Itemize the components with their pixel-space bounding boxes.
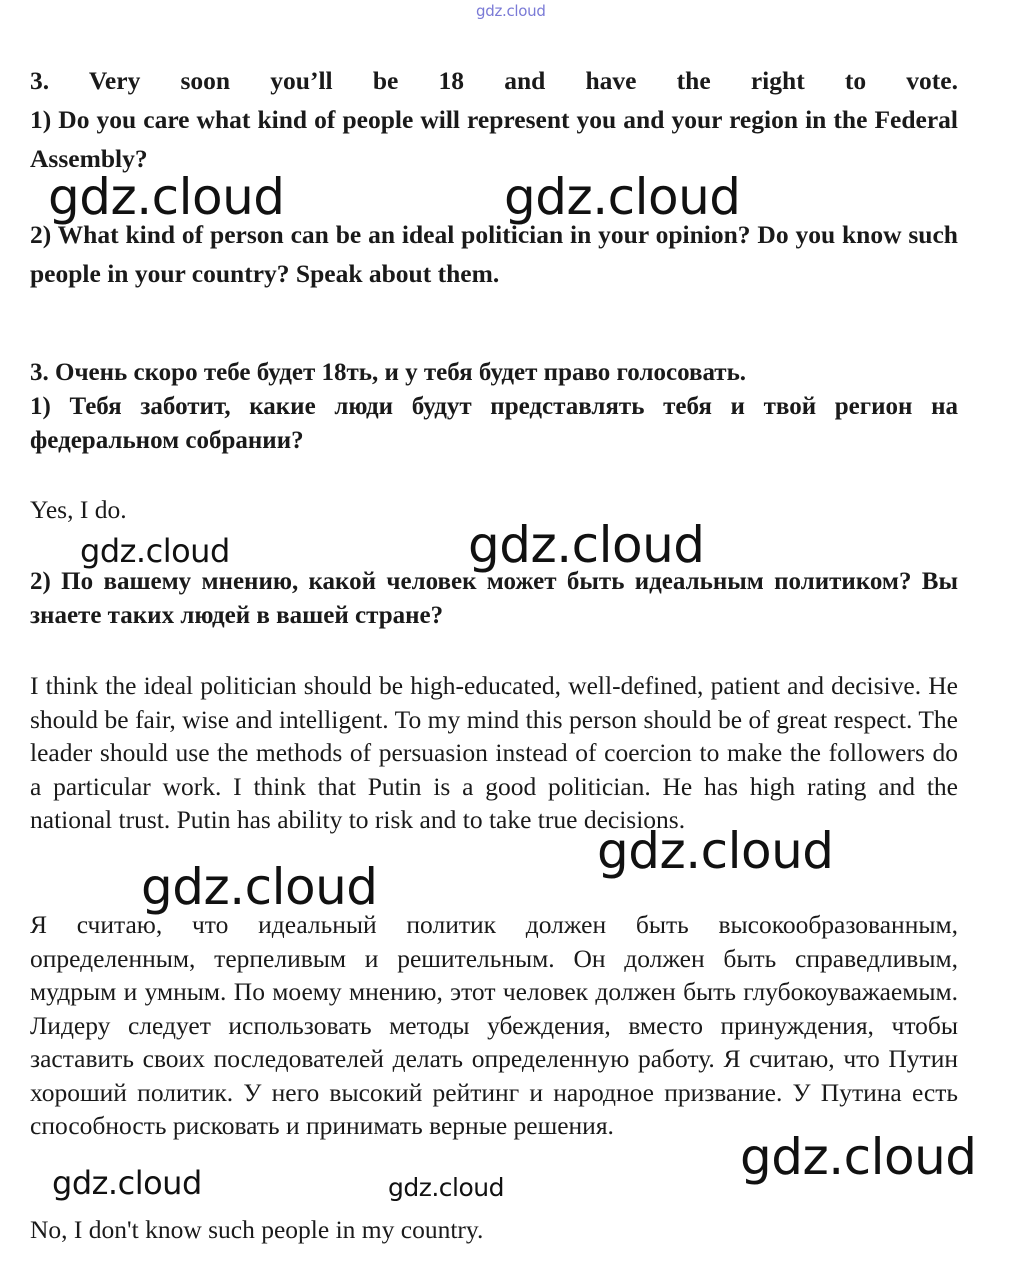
task-heading-ru: 3. Очень скоро тебе будет 18ть, и у тебя будет право голосовать. [30,359,747,386]
answer-1: Yes, I do. [30,495,127,524]
question-1-en: 1) Do you care what kind of people will represent you and your region in the Federal Assembly? [30,105,958,173]
watermark: gdz.cloud [141,858,378,916]
header-watermark: gdz.cloud [476,2,546,20]
watermark: gdz.cloud [388,1173,505,1202]
watermark: gdz.cloud [80,532,230,570]
answer-paragraph-ru: Я считаю, что идеальный политик должен быть высокообразованным, определенным, терпеливым и решительным. Он должен быть справедливым, мудрым и умным. По моему мнению, этот человек должен быть глубокоуважаемым. Лидеру следует использовать методы убеждения, вместо принуждения, чтобы заставить своих последователей делать определенную работу. Я считаю, что Путин хороший политик. У него высокий рейтинг и народное призвание. У Путина есть способность рисковать и принимать верные решения. [30,910,958,1140]
watermark: gdz.cloud [52,1164,202,1202]
watermark: gdz.cloud [504,168,741,226]
question-2-ru: 2) По вашему мнению, какой человек может быть идеальным политиком? Вы знаете таких людей в вашей стране? [30,568,958,629]
watermark: gdz.cloud [468,516,705,574]
final-answer: No, I don't know such people in my country. [30,1215,484,1244]
task-heading-en: 3. Very soon you’ll be 18 and have the right to vote. [30,66,958,95]
answer-paragraph-en: I think the ideal politician should be high-educated, well-defined, patient and decisive. He should be fair, wise and intelligent. To my mind this person should be of great respect. The leader should use the methods of persuasion instead of coercion to make the followers do a particular work. I think that Putin is a good politician. He has high rating and the national trust. Putin has ability to risk and to take true decisions. [30,671,958,834]
watermark: gdz.cloud [48,168,285,226]
question-2-en: 2) What kind of person can be an ideal politician in your opinion? Do you know such people in your country? Speak about them. [30,220,958,288]
question-1-ru: 1) Тебя заботит, какие люди будут представлять тебя и твой регион на федеральном собрании? [30,393,958,454]
watermark: gdz.cloud [740,1128,977,1186]
watermark: gdz.cloud [597,822,834,880]
